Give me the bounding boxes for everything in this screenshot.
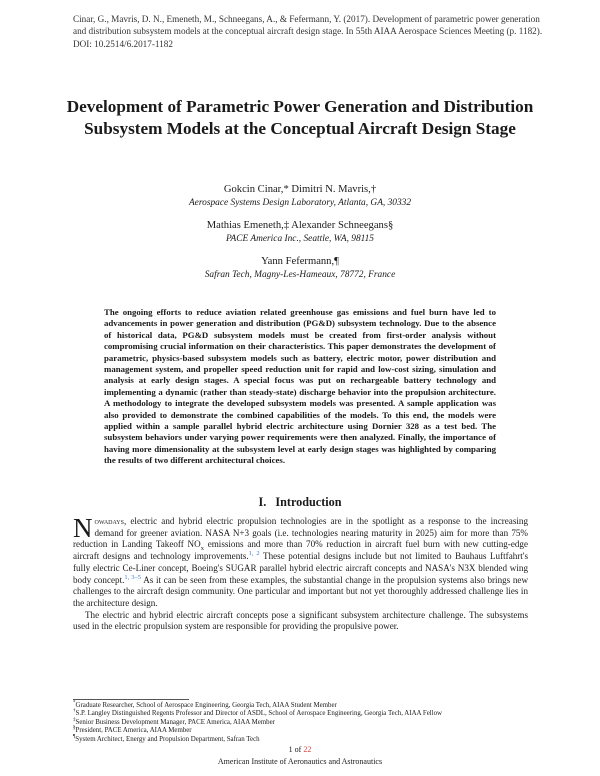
page-of-label: of bbox=[294, 745, 302, 754]
footnotes bbox=[73, 702, 530, 744]
footnote: †S.P. Langley Distinguished Regents Professor and Director of ASDL, School of Aerospace Engineering, Georgia Tech, AIAA Fellow bbox=[73, 709, 443, 718]
journal-footer: American Institute of Aeronautics and Astronautics bbox=[217, 757, 383, 766]
subscript: x bbox=[200, 545, 204, 553]
section-number: I. bbox=[258, 495, 267, 509]
footnote: ¶System Architect, Energy and Propulsion Department, Safran Tech bbox=[73, 734, 260, 743]
footnote: §President, PACE America, AIAA Member bbox=[73, 725, 192, 735]
intro-text: As it can be seen from these examples, the substantial change in the propulsion systems also brings new challenges to the aircraft design community. One particular and important but not yet thoroughly addressed challenge lies in the architecture design. bbox=[73, 574, 529, 608]
citation-link[interactable]: 1, 3–5 bbox=[124, 573, 142, 581]
author-affiliation: Aerospace Systems Design Laboratory, Atlanta, GA, 30332 bbox=[188, 198, 412, 208]
intro-paragraph bbox=[73, 513, 529, 610]
intro-text: These potential designs include but not limited to Bauhaus Luftfahrt's fully electric Ce-Liner concept, Boeing's SUGAR parallel hybrid electric aircraft concepts and NASA's N3X blended wing body concept. bbox=[73, 551, 529, 585]
page-total-link[interactable]: 22 bbox=[303, 745, 312, 754]
drop-cap: N bbox=[73, 513, 93, 543]
intro-smallcaps: owadays, bbox=[94, 516, 127, 526]
author-block bbox=[0, 219, 600, 246]
paper-title: Development of Parametric Power Generation and Distribution Subsystem Models at the Conceptual Aircraft Design Stage bbox=[66, 97, 534, 138]
author-list bbox=[0, 183, 600, 291]
author-names: Mathias Emeneth,‡ Alexander Schneegans§ bbox=[206, 220, 394, 231]
intro-text: electric and hybrid electric propulsion technologies are in the spotlight as a response to the increasing demand for greener aviation. NASA N+3 goals (i.e. technologies nearing maturity in 2025) aim for more than 75% reduction in Landing Takeoff NO bbox=[73, 516, 528, 550]
intro-text: emissions and more than 70% reduction in aircraft fuel burn with new cutting-edge aircraft designs and technology improvements. bbox=[73, 539, 528, 562]
citation-header: Cinar, G., Mavris, D. N., Emeneth, M., Schneegans, A., & Fefermann, Y. (2017). Development of parametric power generation and distribution subsystem models at the conceptual aircraft design stage. In 55th AIAA Aerospace Sciences Meeting (p. 1182). DOI: 10.2514/6.2017-1182 bbox=[73, 14, 543, 49]
citation-link[interactable]: 1, 2 bbox=[248, 550, 260, 558]
abstract: The ongoing efforts to reduce aviation related greenhouse gas emissions and fuel burn have led to advancements in power generation and distribution (PG&D) subsystem technology. Due to the absence of historical data, PG&D subsystem models must be created from first-order analysis without compromising crucial information on their characteristics. This paper demonstrates the development of parametric, physics-based subsystem models such as battery, electric motor, power distribution and management system, and propeller speed reduction unit for rapid and low-cost sizing, simulation and analysis at early design stages. A special focus was put on rechargeable battery technology and implementing a dynamic (rather than steady-state) discharge behavior into the propulsion architecture. A methodology to integrate the developed subsystem models was presented. A sample application was also provided to demonstrate the combined capabilities of the models. To this end, the models were applied within a sample parallel hybrid electric architecture using Dornier 328 as a test bed. The subsystem behaviors under varying power requirements were then analyzed. Finally, the importance of having more dimensionality at the subsystem level at early design stages was highlighted by comparing the results of two different architectural choices. bbox=[104, 307, 496, 466]
author-names: Yann Fefermann,¶ bbox=[261, 256, 339, 267]
footnote-divider bbox=[73, 699, 189, 700]
intro-body bbox=[73, 513, 529, 633]
author-affiliation: Safran Tech, Magny-Les-Hameaux, 78772, France bbox=[204, 270, 396, 280]
section-title: Introduction bbox=[275, 495, 342, 509]
footnote: ‡Senior Business Development Manager, PACE America, AIAA Member bbox=[73, 717, 275, 726]
page-current: 1 bbox=[288, 745, 293, 754]
footnote: *Graduate Researcher, School of Aerospace Engineering, Georgia Tech, AIAA Student Member bbox=[73, 700, 337, 709]
author-affiliation: PACE America Inc., Seattle, WA, 98115 bbox=[225, 234, 374, 244]
author-block bbox=[0, 183, 600, 210]
section-heading bbox=[0, 495, 600, 510]
author-block bbox=[0, 255, 600, 282]
page-number bbox=[0, 745, 600, 754]
author-names: Gokcin Cinar,* Dimitri N. Mavris,† bbox=[223, 184, 377, 195]
intro-paragraph: The electric and hybrid electric aircraft concepts pose a significant subsystem architecture challenge. The subsystems used in the electric propulsion system are responsible for providing the propulsive power. bbox=[73, 609, 528, 632]
